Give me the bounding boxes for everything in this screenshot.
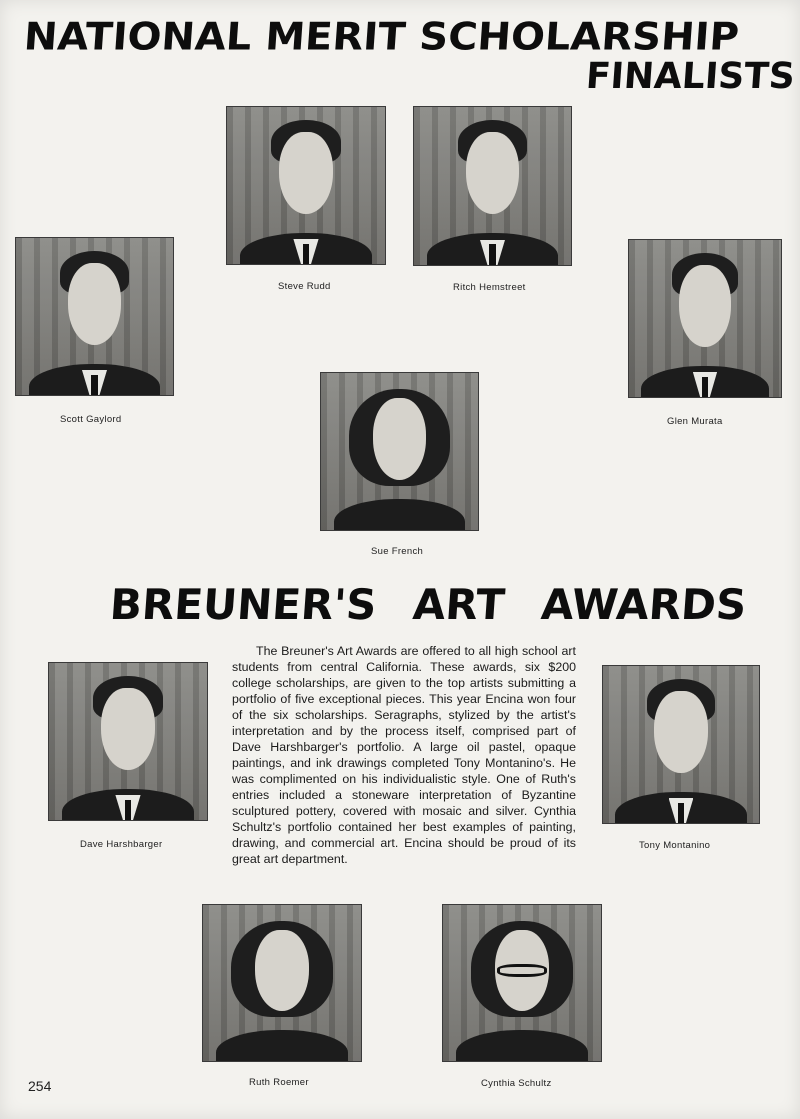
portrait-photo xyxy=(48,662,208,821)
portrait-photo xyxy=(442,904,602,1062)
portrait-caption: Steve Rudd xyxy=(278,281,331,292)
portrait-caption: Scott Gaylord xyxy=(60,414,122,425)
portrait-photo xyxy=(202,904,362,1062)
portrait-photo xyxy=(602,665,760,824)
art-awards-body: The Breuner's Art Awards are offered to all high school art students from central California. These awards, six $200 college scholarships, are given to the top artists submitting a portfolio of five exceptional pieces. This year Encina won four of the six scholarships. Seragraphs, stylized by the artist's interpretation and by the process itself, comprised part of Dave Harshbarger's portfolio. A large oil pastel, opaque paintings, and ink drawings completed Tony Montanino's. He was complimented on his individualistic style. One of Ruth's entries included a stoneware interpretation of Byzantine sculptured pottery, covered with mosaic and silver. Cynthia Schultz's portfolio contained her best examples of painting, drawing, and commercial art. Encina should be proud of its great art department. xyxy=(232,644,576,866)
section-title-finalists: FINALISTS xyxy=(584,56,797,97)
portrait-caption: Dave Harshbarger xyxy=(80,839,163,850)
portrait-photo xyxy=(628,239,782,398)
portrait-caption: Sue French xyxy=(371,546,424,557)
portrait-caption: Tony Montanino xyxy=(639,840,711,851)
portrait-caption: Cynthia Schultz xyxy=(481,1078,552,1089)
portrait-photo xyxy=(15,237,174,396)
portrait-photo xyxy=(320,372,479,531)
portrait-caption: Glen Murata xyxy=(667,416,723,427)
section-title-national-merit: NATIONAL MERIT SCHOLARSHIP xyxy=(22,15,741,59)
portrait-caption: Ritch Hemstreet xyxy=(453,282,526,293)
portrait-photo xyxy=(413,106,572,266)
portrait-photo xyxy=(226,106,386,265)
portrait-caption: Ruth Roemer xyxy=(249,1077,309,1088)
section-title-art-awards: BREUNER'S ART AWARDS xyxy=(108,580,749,629)
page-number: 254 xyxy=(28,1078,52,1094)
